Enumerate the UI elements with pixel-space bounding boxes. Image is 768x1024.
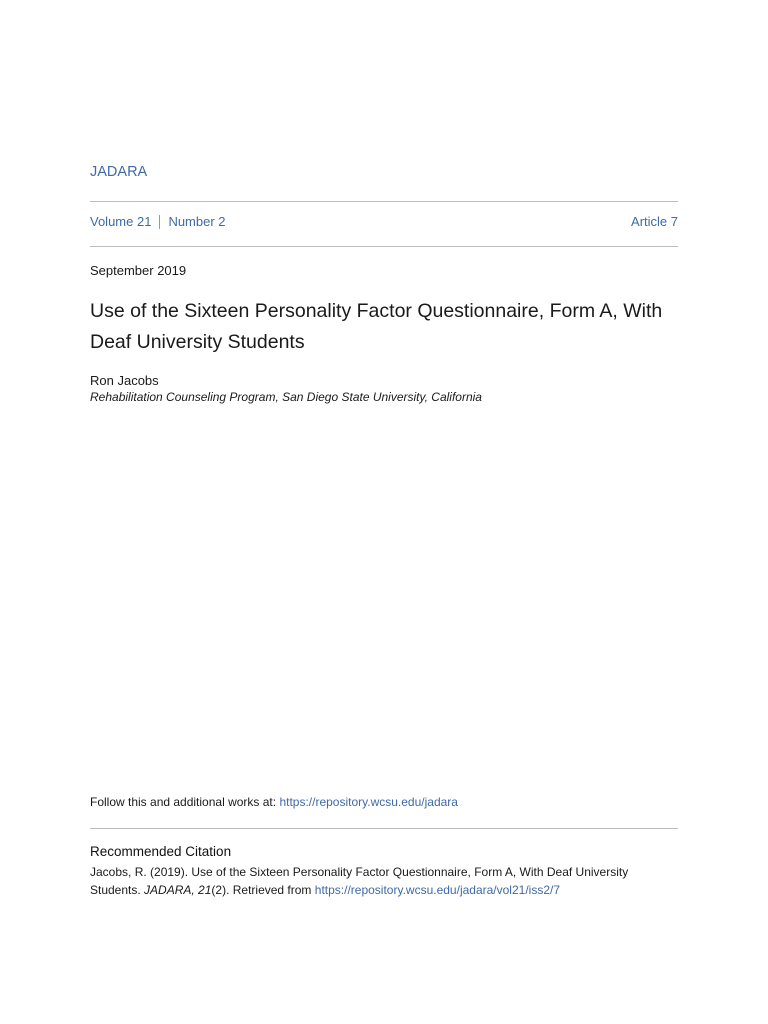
divider-issue: [90, 246, 678, 247]
issue-info-bar: [90, 214, 678, 234]
issue-volume-number: [90, 214, 226, 229]
citation-heading: Recommended Citation: [90, 844, 232, 859]
citation-text: [90, 863, 682, 899]
article-link[interactable]: Article 7: [631, 214, 678, 229]
publication-date: September 2019: [90, 263, 187, 278]
citation-text-after: (2). Retrieved from: [211, 883, 315, 897]
author-affiliation: Rehabilitation Counseling Program, San Diego State University, California: [90, 390, 482, 404]
number-link[interactable]: Number 2: [168, 214, 226, 229]
citation-text-before: Jacobs, R. (2019). Use of the Sixteen Personality Factor Questionnaire, Form A, With Deaf University Students.: [90, 865, 629, 897]
repository-link[interactable]: https://repository.wcsu.edu/jadara: [279, 795, 458, 809]
follow-label: Follow this and additional works at:: [90, 795, 280, 809]
article-title: Use of the Sixteen Personality Factor Questionnaire, Form A, With Deaf University Students: [90, 300, 663, 353]
divider-citation: [90, 828, 678, 829]
divider-top: [90, 201, 678, 202]
issue-separator: [159, 215, 160, 229]
citation-journal: JADARA, 21: [144, 883, 212, 897]
volume-link[interactable]: Volume 21: [90, 214, 152, 229]
follow-works-line: [90, 795, 458, 809]
citation-url-link[interactable]: https://repository.wcsu.edu/jadara/vol21/iss2/7: [314, 883, 561, 897]
journal-name-link[interactable]: JADARA: [90, 164, 148, 180]
author-name: Ron Jacobs: [90, 373, 159, 388]
